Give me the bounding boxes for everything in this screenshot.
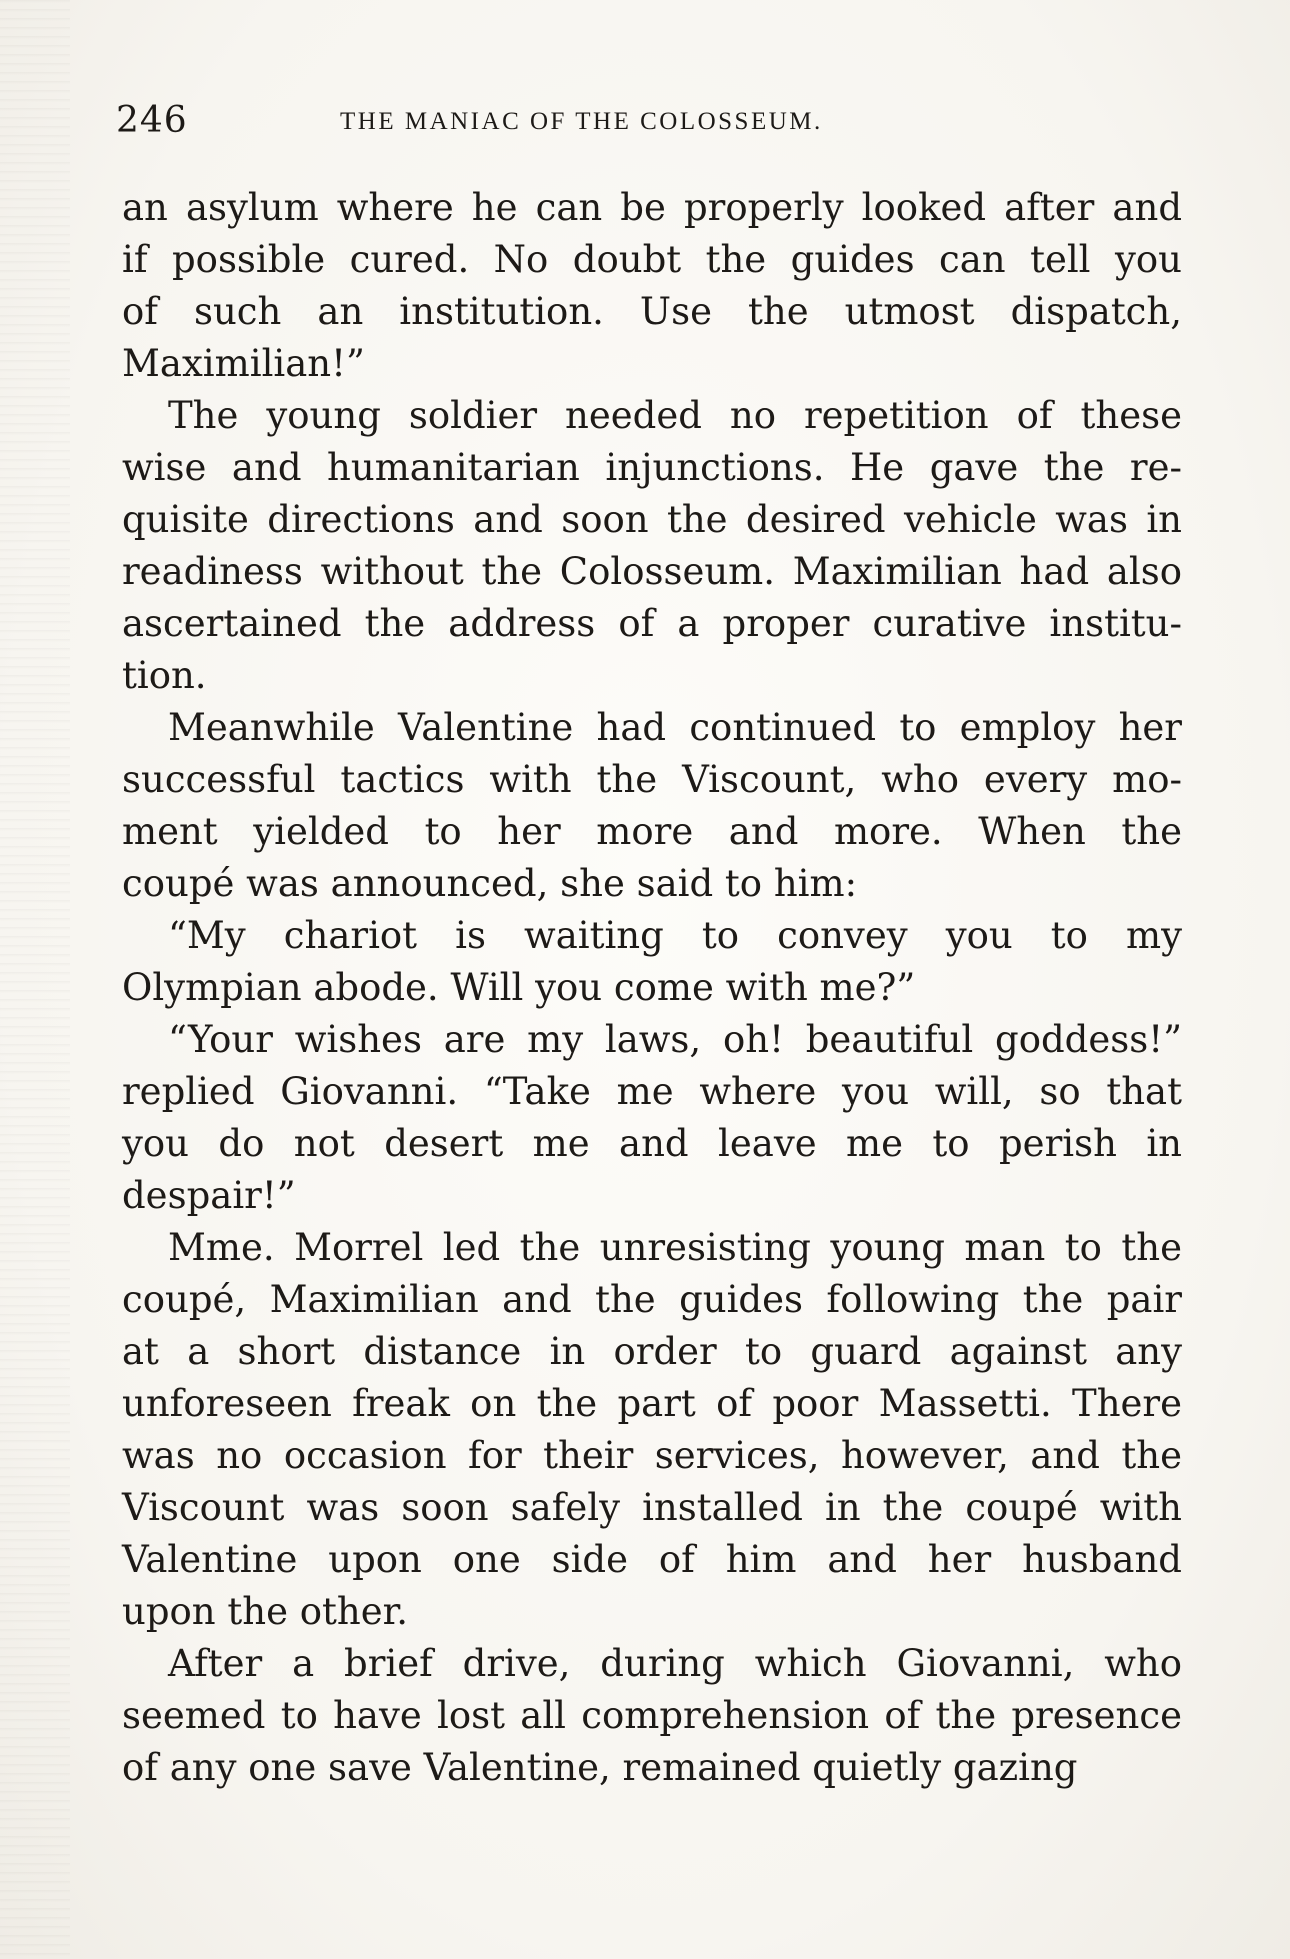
paragraph xyxy=(122,702,1182,910)
paragraph xyxy=(122,910,1182,1014)
text-line: if possible cured. No doubt the guides can tell you xyxy=(122,238,1182,281)
text-line: of any one save Valentine, remained quietly gazing xyxy=(122,1746,1078,1789)
text-line: Olympian abode. Will you come with me?” xyxy=(122,966,916,1009)
text-line: replied Giovanni. “Take me where you will, so that xyxy=(122,1070,1182,1113)
text-line: at a short distance in order to guard against any xyxy=(122,1330,1182,1373)
text-line: “My chariot is waiting to convey you to my xyxy=(168,914,1182,957)
text-line: coupé was announced, she said to him: xyxy=(122,862,858,905)
text-line: unforeseen freak on the part of poor Massetti. There xyxy=(122,1382,1182,1425)
page-number: 246 xyxy=(116,100,188,141)
paragraph xyxy=(122,1014,1182,1222)
text-line: Mme. Morrel led the unresisting young man to the xyxy=(168,1226,1182,1269)
text-line: Viscount was soon safely installed in the coupé with xyxy=(122,1486,1182,1529)
paragraph xyxy=(122,390,1182,702)
text-line: despair!” xyxy=(122,1174,296,1217)
text-line: readiness without the Colosseum. Maximilian had also xyxy=(122,550,1182,593)
text-line: quisite directions and soon the desired vehicle was in xyxy=(122,498,1182,541)
text-line: of such an institution. Use the utmost dispatch, xyxy=(122,290,1182,333)
text-line: Valentine upon one side of him and her husband xyxy=(122,1538,1182,1581)
text-line: Maximilian!” xyxy=(122,342,365,385)
text-line: an asylum where he can be properly looked after and xyxy=(122,186,1182,229)
text-line: coupé, Maximilian and the guides following the pair xyxy=(122,1278,1182,1321)
text-line: was no occasion for their services, however, and the xyxy=(122,1434,1182,1477)
text-line: tion. xyxy=(122,654,207,697)
text-line: upon the other. xyxy=(122,1590,408,1633)
paragraph xyxy=(122,1638,1182,1794)
text-line: After a brief drive, during which Giovanni, who xyxy=(168,1642,1182,1685)
text-line: Meanwhile Valentine had continued to employ her xyxy=(168,706,1182,749)
text-line: The young soldier needed no repetition of these xyxy=(168,394,1182,437)
body-text xyxy=(122,182,1182,1794)
paragraph xyxy=(122,1222,1182,1638)
text-line: successful tactics with the Viscount, who every mo- xyxy=(122,758,1182,801)
text-line: wise and humanitarian injunctions. He gave the re- xyxy=(122,446,1182,489)
running-head: THE MANIAC OF THE COLOSSEUM. xyxy=(340,108,823,135)
text-line: “Your wishes are my laws, oh! beautiful goddess!” xyxy=(168,1018,1182,1061)
text-line: ment yielded to her more and more. When the xyxy=(122,810,1182,853)
page-header xyxy=(116,96,1186,146)
text-line: seemed to have lost all comprehension of the presence xyxy=(122,1694,1182,1737)
text-line: you do not desert me and leave me to perish in xyxy=(122,1122,1182,1165)
text-line: ascertained the address of a proper curative institu- xyxy=(122,602,1182,645)
page-edge-texture xyxy=(0,0,70,1959)
paragraph xyxy=(122,182,1182,390)
